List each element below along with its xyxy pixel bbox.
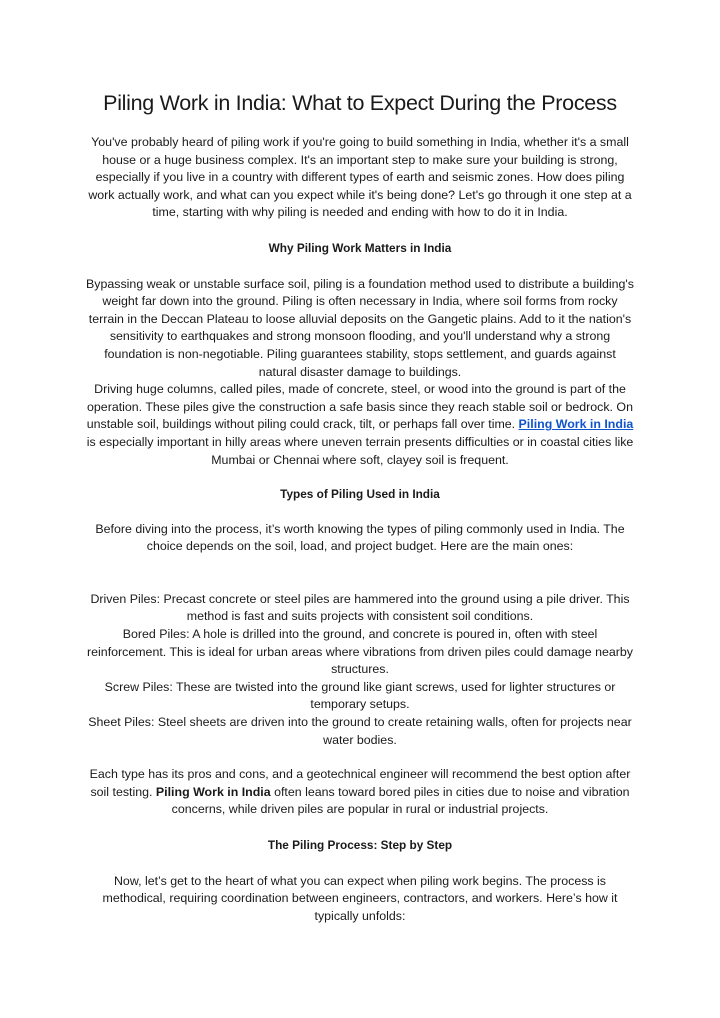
heading-why-piling: Why Piling Work Matters in India [268, 240, 452, 255]
list-item-screw-piles: Screw Piles: These are twisted into the ground like giant screws, used for lighter structures or temporary setups. [104, 679, 616, 712]
heading-types-of-piling: Types of Piling Used in India [280, 487, 440, 502]
pile-types-list [86, 591, 634, 749]
page-title: Piling Work in India: What to Expect During the Process [103, 91, 617, 115]
list-item-driven-piles: Driven Piles: Precast concrete or steel piles are hammered into the ground using a pile driver. This method is fast and suits projects with consistent soil conditions. [90, 591, 630, 624]
types-intro-paragraph: Before diving into the process, it’s worth knowing the types of piling commonly used in India. The choice depends on the soil, load, and project budget. Here are the main ones: [95, 521, 625, 554]
list-item-sheet-piles: Sheet Piles: Steel sheets are driven into the ground to create retaining walls, often for projects near water bodies. [88, 715, 632, 747]
why-paragraph-2 [86, 381, 634, 469]
types-summary-paragraph [86, 766, 634, 819]
types-summary-after: often leans toward bored piles in cities due to noise and vibration concerns, while driven piles are popular in rural or industrial projects. [171, 784, 630, 817]
intro-paragraph: You've probably heard of piling work if you're going to build something in India, whether it's a small house or a huge business complex. It's an important step to make sure your building is strong, especially if you live in a country with different types of earth and seismic zones. How does piling work actually work, and what can you expect while it's being done? Let's go through it one step at a time, starting with why piling is needed and ending with how to do it in India. [88, 135, 632, 220]
types-summary-before: Each type has its pros and cons, and a geotechnical engineer will recommend the best option after soil testing. [89, 767, 631, 799]
list-item-bored-piles: Bored Piles: A hole is drilled into the ground, and concrete is poured in, often with steel reinforcement. This is ideal for urban areas where vibrations from driven piles could damage nearby structures. [87, 627, 633, 677]
types-summary-bold: Piling Work in India [155, 784, 271, 799]
heading-piling-process: The Piling Process: Step by Step [267, 838, 453, 852]
why-paragraph-1: Bypassing weak or unstable surface soil, piling is a foundation method used to distribute a building's weight far down into the ground. Piling is often necessary in India, where soil forms from rocky terrain in the Deccan Plateau to loose alluvial deposits on the Gangetic plains. Add to it the nation's sensitivity to earthquakes and strong monsoon flooding, and you'll understand why a strong foundation is non-negotiable. Piling guarantees stability, stops settlement, and guards against natural disaster damage to buildings. [86, 276, 634, 379]
piling-work-india-link[interactable]: Piling Work in India [518, 417, 634, 432]
why-p2-text-before: Driving huge columns, called piles, made of concrete, steel, or wood into the ground is part of the operation. These piles give the construction a safe basis since they reach stable soil or bedrock. On unstable soil, buildings without piling could crack, tilt, or perhaps fall over time. [86, 382, 633, 432]
process-intro-paragraph: Now, let’s get to the heart of what you can expect when piling work begins. The process is methodical, requiring coordination between engineers, contractors, and workers. Here’s how it typically unfolds: [102, 873, 618, 923]
why-p2-text-after: is especially important in hilly areas where uneven terrain presents difficulties or in coastal cities like Mumbai or Chennai where soft, clayey soil is frequent. [86, 434, 634, 467]
